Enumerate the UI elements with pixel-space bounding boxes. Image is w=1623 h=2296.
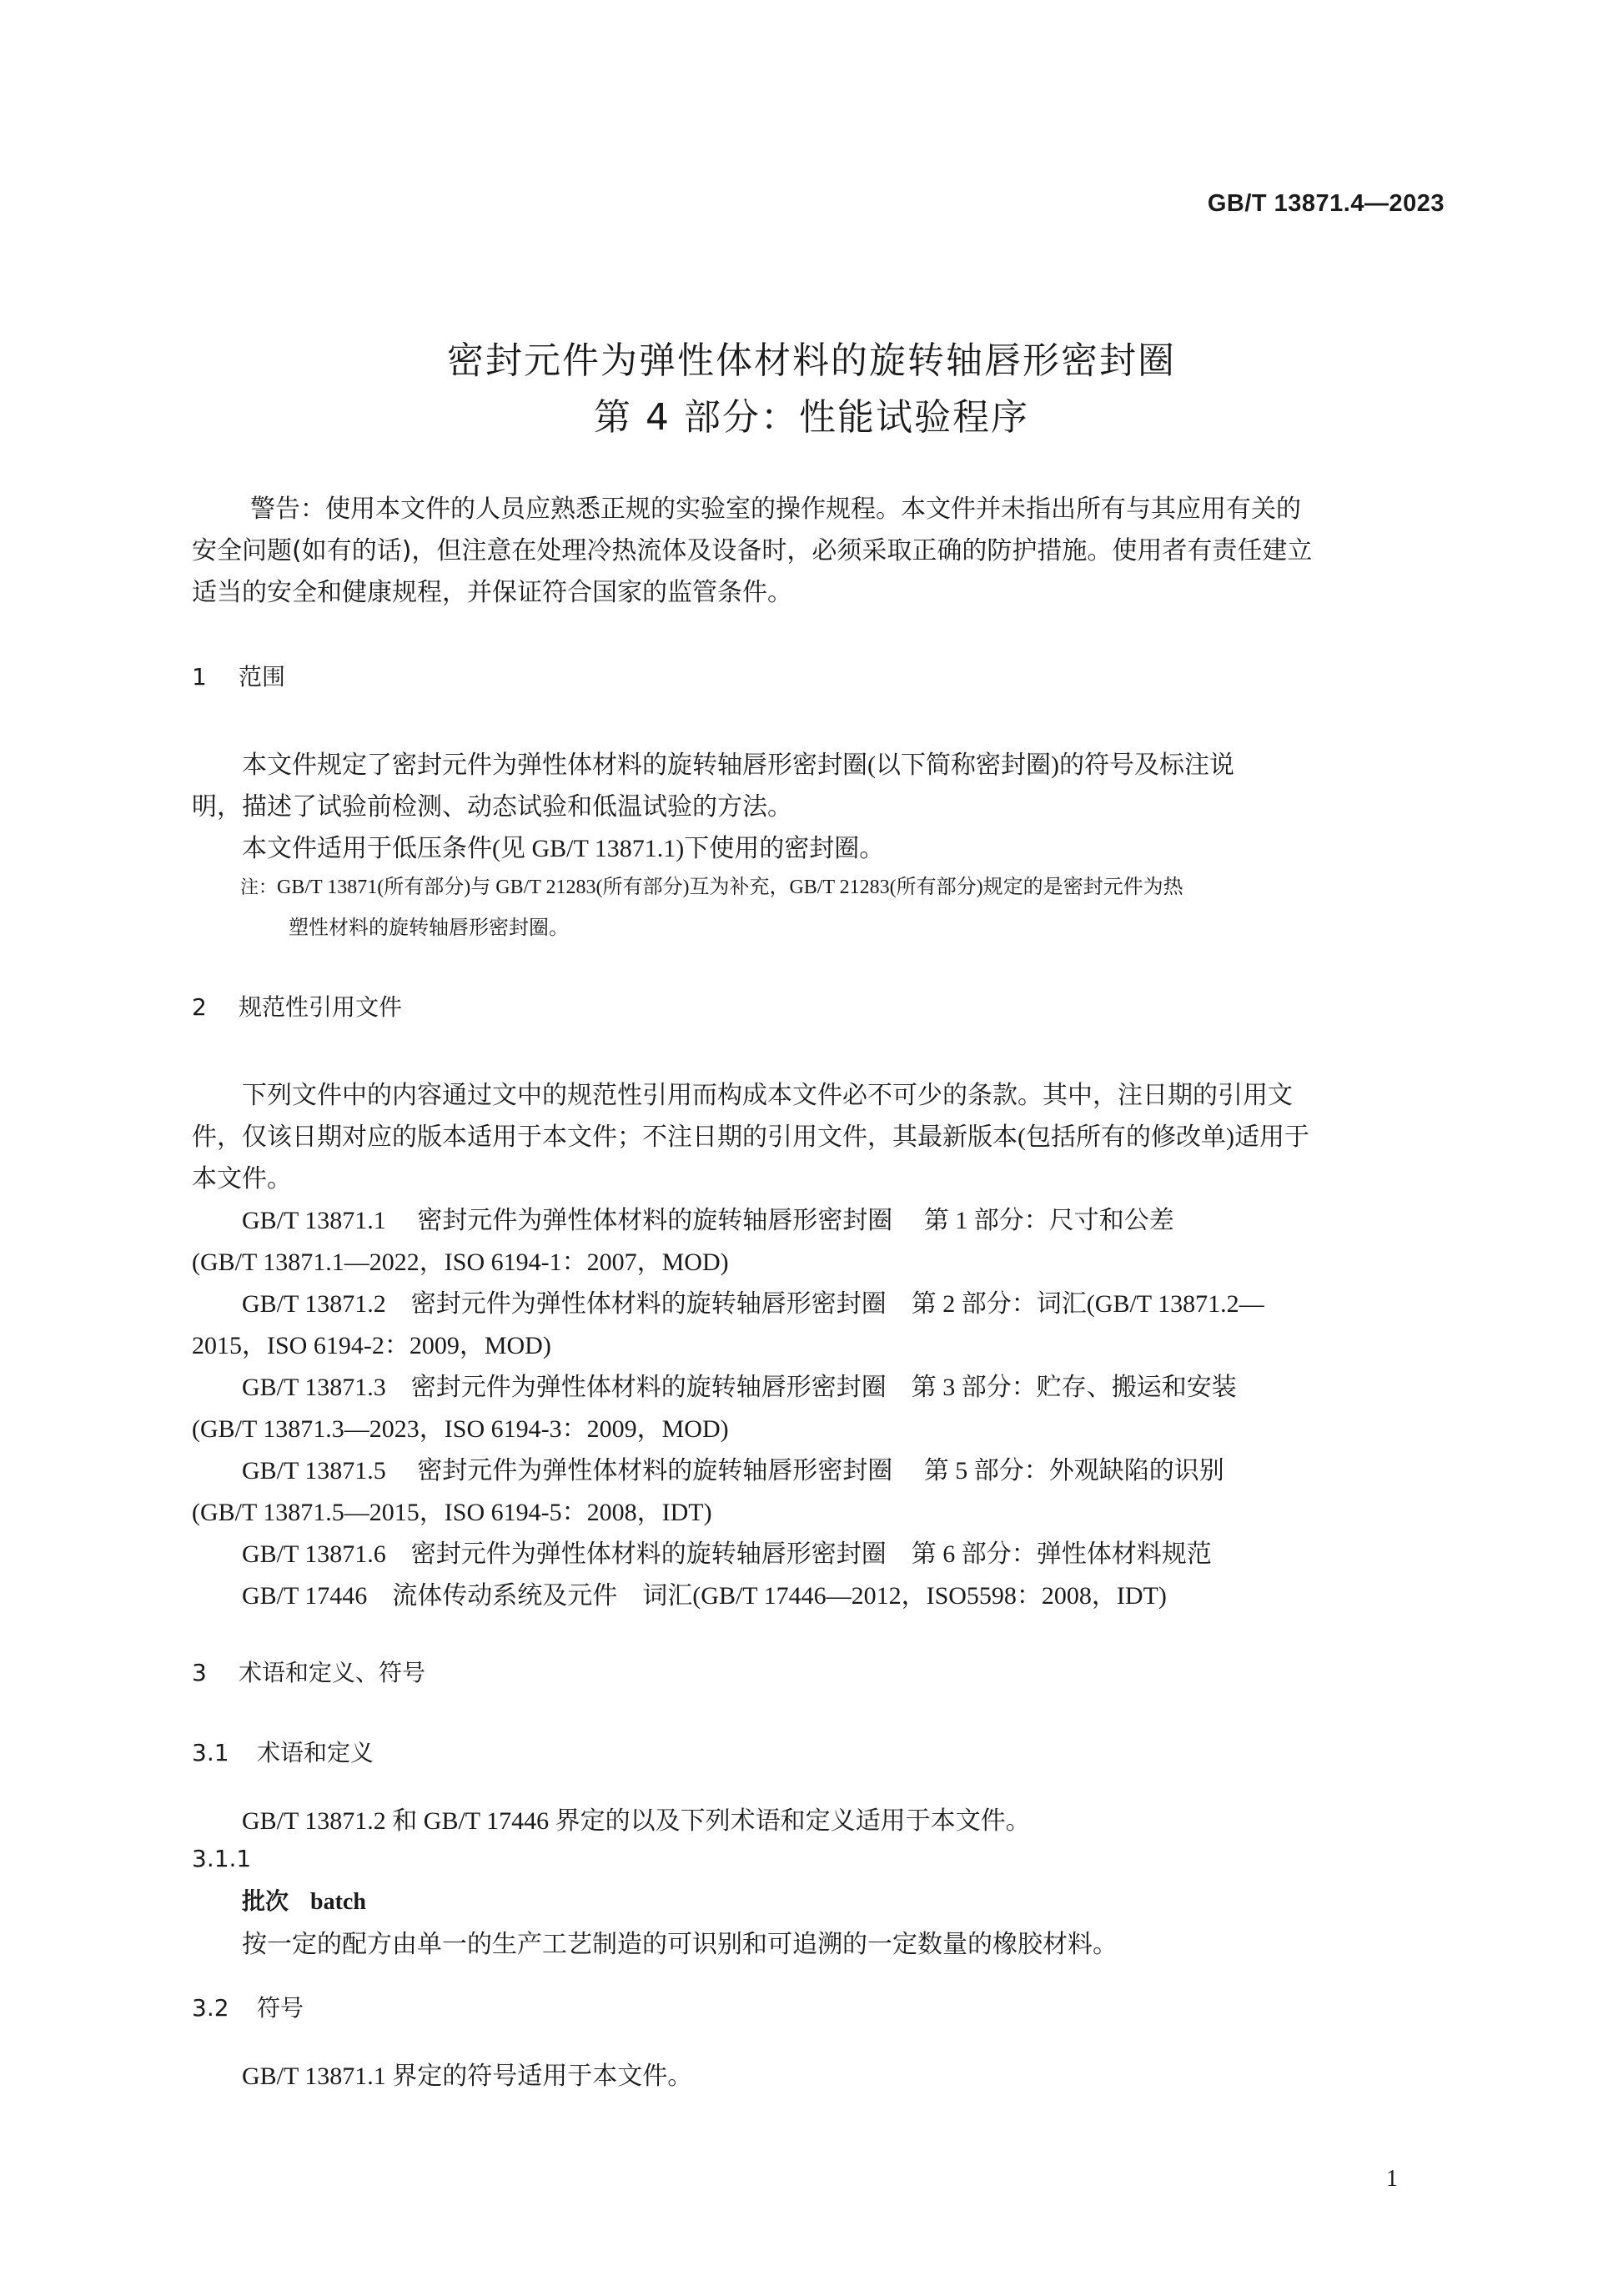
section-number: 2	[192, 993, 207, 1021]
term-definition: 按一定的配方由单一的生产工艺制造的可识别和可追溯的一定数量的橡胶材料。	[242, 1931, 1118, 1958]
document-title-line2: 第 4 部分：性能试验程序	[594, 396, 1029, 439]
normative-intro-line2: 件，仅该日期对应的版本适用于本文件；不注日期的引用文件，其最新版本(包括所有的修改单)适用于	[192, 1123, 1309, 1151]
scope-paragraph1-line1: 本文件规定了密封元件为弹性体材料的旋转轴唇形密封圈(以下简称密封圈)的符号及标注说	[242, 751, 1234, 779]
scope-note-line1	[240, 869, 1183, 907]
scope-paragraph2: 本文件适用于低压条件(见 GB/T 13871.1)下使用的密封圈。	[242, 835, 885, 862]
section-title: 范围	[239, 663, 286, 691]
reference-2-line2: 2015，ISO 6194-2：2009，MOD)	[192, 1332, 551, 1359]
scope-note-line2: 塑性材料的旋转轴唇形密封圈。	[289, 917, 569, 939]
section-number: 1	[192, 663, 207, 691]
subsection-title: 术语和定义	[257, 1739, 374, 1766]
reference-1-line1: GB/T 13871.1 密封元件为弹性体材料的旋转轴唇形密封圈 第 1 部分：尺寸和公差	[242, 1207, 1174, 1234]
section2-heading	[192, 989, 402, 1022]
symbols-text: GB/T 13871.1 界定的符号适用于本文件。	[242, 2062, 693, 2090]
warning-line1: 警告：使用本文件的人员应熟悉正规的实验室的操作规程。本文件并未指出所有与其应用有关的	[250, 495, 1301, 524]
warning-line3: 适当的安全和健康规程，并保证符合国家的监管条件。	[192, 578, 792, 607]
standard-code: GB/T 13871.4—2023	[1207, 190, 1445, 217]
scope-paragraph1-line2: 明，描述了试验前检测、动态试验和低温试验的方法。	[192, 793, 792, 821]
reference-6-line1: GB/T 17446 流体传动系统及元件 词汇(GB/T 17446—2012，ISO5598：2008，IDT)	[242, 1582, 1167, 1610]
reference-4-line1: GB/T 13871.5 密封元件为弹性体材料的旋转轴唇形密封圈 第 5 部分：外观缺陷的识别	[242, 1457, 1224, 1485]
note-label: 注：	[240, 877, 278, 898]
warning-line2: 安全问题(如有的话)，但注意在处理冷热流体及设备时，必须采取正确的防护措施。使用者有责任建立	[192, 536, 1313, 565]
normative-intro-line3: 本文件。	[192, 1165, 292, 1193]
reference-5-line1: GB/T 13871.6 密封元件为弹性体材料的旋转轴唇形密封圈 第 6 部分：弹性体材料规范	[242, 1540, 1212, 1568]
section-title: 术语和定义、符号	[239, 1659, 426, 1686]
subsection-3-2-heading	[192, 1990, 304, 2023]
subsection-number: 3.2	[192, 1994, 229, 2022]
term-number: 3.1.1	[192, 1845, 252, 1872]
normative-intro-line1: 下列文件中的内容通过文中的规范性引用而构成本文件必不可少的条款。其中，注日期的引用文	[242, 1082, 1293, 1109]
reference-4-line2: (GB/T 13871.5—2015，ISO 6194-5：2008，IDT)	[192, 1499, 712, 1526]
term-chinese: 批次	[242, 1887, 289, 1915]
subsection-title: 符号	[257, 1994, 304, 2022]
section1-heading	[192, 659, 285, 692]
reference-3-line1: GB/T 13871.3 密封元件为弹性体材料的旋转轴唇形密封圈 第 3 部分：贮存、搬运和安装	[242, 1374, 1237, 1401]
page-number: 1	[1386, 2166, 1398, 2192]
reference-2-line1: GB/T 13871.2 密封元件为弹性体材料的旋转轴唇形密封圈 第 2 部分：词汇(GB/T 13871.2—	[242, 1290, 1264, 1318]
term-english: batch	[310, 1889, 366, 1915]
section-number: 3	[192, 1659, 207, 1686]
subsection-3-1-heading	[192, 1735, 374, 1768]
reference-1-line2: (GB/T 13871.1—2022，ISO 6194-1：2007，MOD)	[192, 1248, 729, 1276]
terms-definitions-text: GB/T 13871.2 和 GB/T 17446 界定的以及下列术语和定义适用于本文件。	[242, 1807, 1031, 1835]
subsection-number: 3.1	[192, 1739, 229, 1766]
section3-heading	[192, 1655, 425, 1688]
section-title: 规范性引用文件	[239, 993, 403, 1021]
document-title-line1: 密封元件为弹性体材料的旋转轴唇形密封圈	[447, 339, 1176, 382]
reference-3-line2: (GB/T 13871.3—2023，ISO 6194-3：2009，MOD)	[192, 1415, 729, 1443]
term-heading	[242, 1883, 366, 1917]
note-text: GB/T 13871(所有部分)与 GB/T 21283(所有部分)互为补充，GB/T 21283(所有部分)规定的是密封元件为热	[277, 877, 1183, 898]
